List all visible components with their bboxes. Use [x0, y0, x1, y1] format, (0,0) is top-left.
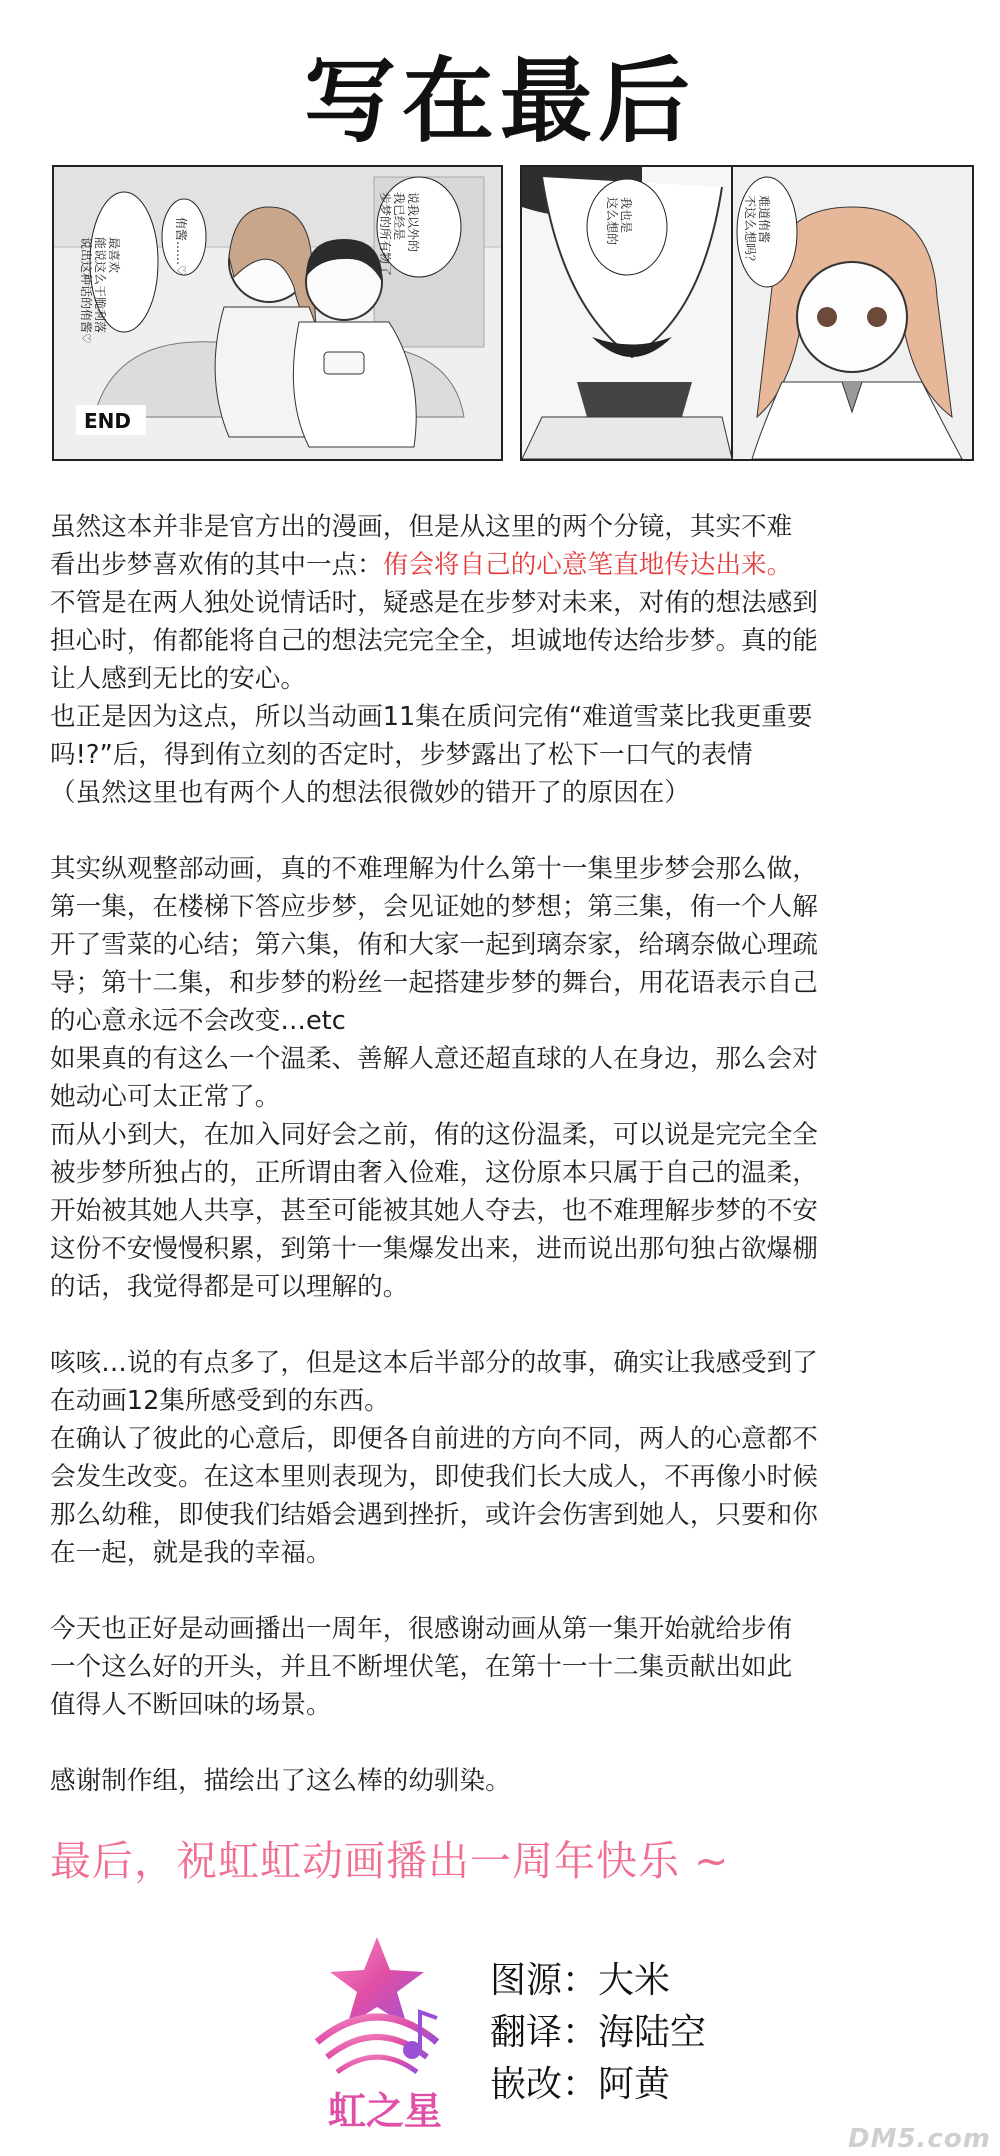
text-line [50, 546, 970, 584]
text-line-part: 看出步梦喜欢侑的其中一点： [50, 550, 383, 580]
bubble-text-left-2: 侑酱……♡ [174, 217, 188, 276]
paragraph-gap [50, 812, 970, 850]
text-line: （虽然这里也有两个人的想法很微妙的错开了的原因在） [50, 778, 690, 808]
text-line: 而从小到大，在加入同好会之前，侑的这份温柔，可以说是完完全全 [50, 1120, 818, 1150]
article-body [50, 508, 970, 1800]
site-watermark: DM5.com [848, 2124, 991, 2154]
text-line: 不管是在两人独处说情话时，疑惑是在步梦对未来，对侑的想法感到 [50, 588, 818, 618]
text-line: 这份不安慢慢积累，到第十一集爆发出来，进而说出那句独占欲爆棚 [50, 1234, 818, 1264]
text-line: 开了雪菜的心结；第六集，侑和大家一起到璃奈家，给璃奈做心理疏 [50, 930, 818, 960]
credit-typeset: 嵌改：阿黄 [490, 2064, 671, 2105]
text-line: 在一起，就是我的幸福。 [50, 1538, 332, 1568]
text-line: 感谢制作组，描绘出了这么棒的幼驯染。 [50, 1766, 511, 1796]
text-line: 担心时，侑都能将自己的想法完完全全，坦诚地传达给步梦。真的能 [50, 626, 818, 656]
text-line: 今天也正好是动画播出一周年，很感谢动画从第一集开始就给步侑 [50, 1614, 793, 1644]
credits [490, 1955, 706, 2111]
text-line: 虽然这本并非是官方出的漫画，但是从这里的两个分镜，其实不难 [50, 512, 793, 542]
manga-illustration-left [54, 167, 501, 459]
paragraph-gap [50, 1724, 970, 1762]
text-line: 的心意永远不会改变…etc [50, 1006, 346, 1036]
manga-illustration-right [522, 167, 972, 459]
text-line: 让人感到无比的安心。 [50, 664, 306, 694]
text-line: 吗!?”后，得到侑立刻的否定时，步梦露出了松下一口气的表情 [50, 740, 753, 770]
bubble-text-left-3: 说我以外的我已经是步梦的所有物了 [378, 192, 420, 277]
bubble-text-left-1: 最喜欢能说这么干脆利落说出这种话的侑酱♡ [79, 237, 121, 344]
text-line: 咳咳…说的有点多了，但是这本后半部分的故事，确实让我感受到了 [50, 1348, 818, 1378]
bubble-text-right-2: 难道侑酱不这么想吗？ [743, 195, 771, 268]
manga-panel-right [520, 165, 974, 461]
text-line: 一个这么好的开头，并且不断埋伏笔，在第十一十二集贡献出如此 [50, 1652, 793, 1682]
end-label: END [84, 409, 132, 433]
text-line: 被步梦所独占的，正所谓由奢入俭难，这份原本只属于自己的温柔， [50, 1158, 818, 1188]
text-line: 其实纵观整部动画，真的不难理解为什么第十一集里步梦会那么做， [50, 854, 818, 884]
paragraph-gap [50, 1306, 970, 1344]
text-line: 如果真的有这么一个温柔、善解人意还超直球的人在身边，那么会对 [50, 1044, 818, 1074]
text-line: 在动画12集所感受到的东西。 [50, 1386, 390, 1416]
manga-panel-left [52, 165, 503, 461]
text-line: 值得人不断回味的场景。 [50, 1690, 332, 1720]
text-line: 会发生改变。在这本里则表现为，即使我们长大成人，不再像小时候 [50, 1462, 818, 1492]
highlight-text: 侑会将自己的心意笔直地传达出来。 [382, 550, 793, 580]
credit-translate: 翻译：海陆空 [490, 2012, 707, 2053]
text-line: 导；第十二集，和步梦的粉丝一起搭建步梦的舞台，用花语表示自己 [50, 968, 818, 998]
closing-message: 最后，祝虹虹动画播出一周年快乐 ~ [50, 1837, 730, 1885]
text-line: 也正是因为这点，所以当动画11集在质问完侑“难道雪菜比我更重要 [50, 702, 813, 732]
text-line: 开始被其她人共享，甚至可能被其她人夺去，也不难理解步梦的不安 [50, 1196, 818, 1226]
bubble-text-right-1: 我也是这么想的 [605, 197, 633, 246]
paragraph-gap [50, 1572, 970, 1610]
text-line: 第一集，在楼梯下答应步梦，会见证她的梦想；第三集，侑一个人解 [50, 892, 818, 922]
text-line: 的话，我觉得都是可以理解的。 [50, 1272, 409, 1302]
credit-source: 图源：大米 [490, 1960, 671, 2001]
logo-text: 虹之星 [327, 2089, 442, 2133]
text-line: 在确认了彼此的心意后，即便各自前进的方向不同，两人的心意都不 [50, 1424, 818, 1454]
text-line: 那么幼稚，即使我们结婚会遇到挫折，或许会伤害到她人，只要和你 [50, 1500, 818, 1530]
page-title: 写在最后 [303, 48, 696, 155]
text-line: 她动心可太正常了。 [50, 1082, 281, 1112]
